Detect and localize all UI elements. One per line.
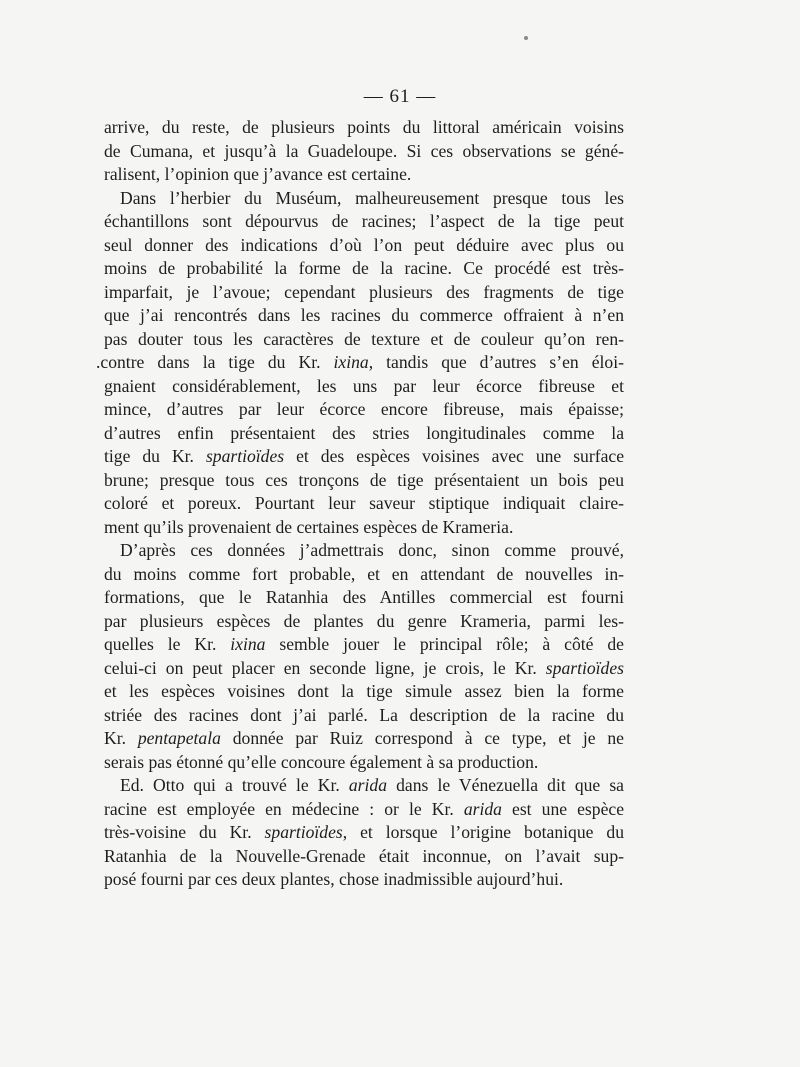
text-line: formations, que le Ratanhia des Antilles commercial est fourni xyxy=(104,587,624,607)
text-line: Dans l’herbier du Muséum, malheureusement presque tous les xyxy=(120,187,624,208)
text-line: moins de probabilité la forme de la racine. Ce procédé est très- xyxy=(104,258,624,278)
text-line: .contre dans la tige du Kr. ixina, tandis que d’autres s’en éloi- xyxy=(96,352,624,372)
text-line: de Cumana, et jusqu’à la Guadeloupe. Si ces observations se géné- xyxy=(104,140,624,161)
text-line: celui-ci on peut placer en seconde ligne, je crois, le Kr. spartioïdes xyxy=(104,657,624,678)
text-line: D’après ces données j’admettrais donc, sinon comme prouvé, xyxy=(120,540,624,560)
page-number: — 61 — xyxy=(363,86,437,107)
text-line: gnaient considérablement, les uns par leur écorce fibreuse et xyxy=(104,375,624,396)
body-text xyxy=(96,116,625,892)
species-epithet: spartioïdes xyxy=(545,657,624,678)
text-line: Ed. Otto qui a trouvé le Kr. arida dans le Vénezuella dit que sa xyxy=(120,775,624,795)
text-line: serais pas étonné qu’elle concoure également à sa production. xyxy=(104,751,539,772)
paragraph xyxy=(96,187,625,540)
species-epithet: ixina xyxy=(333,352,369,372)
text-line: d’autres enfin présentaient des stries longitudinales comme la xyxy=(104,422,624,443)
paragraph xyxy=(104,539,624,774)
text-line: arrive, du reste, de plusieurs points du littoral américain voisins xyxy=(104,117,624,137)
text-line: échantillons sont dépourvus de racines; l’aspect de la tige peut xyxy=(104,211,624,231)
paper-speck xyxy=(524,36,528,40)
text-line: seul donner des indications d’où l’on peut déduire avec plus ou xyxy=(104,234,624,255)
species-epithet: arida xyxy=(463,798,502,819)
species-epithet: ixina xyxy=(230,634,266,654)
species-epithet: spartioïdes xyxy=(205,446,285,466)
text-line: racine est employée en médecine : or le Kr. arida est une espèce xyxy=(104,798,624,819)
text-line: tige du Kr. spartioïdes et des espèces voisines avec une surface xyxy=(104,446,625,466)
text-line: ment qu’ils provenaient de certaines espèces de Krameria. xyxy=(104,516,514,537)
text-line: du moins comme fort probable, et en attendant de nouvelles in- xyxy=(104,563,624,584)
text-line: quelles le Kr. ixina semble jouer le principal rôle; à côté de xyxy=(104,634,624,654)
text-line: et les espèces voisines dont la tige simule assez bien la forme xyxy=(104,681,624,701)
paragraph xyxy=(104,116,624,187)
text-line: ralisent, l’opinion que j’avance est certaine. xyxy=(104,164,412,184)
text-line: Ratanhia de la Nouvelle-Grenade était inconnue, on l’avait sup- xyxy=(104,845,624,866)
text-line: Kr. pentapetala donnée par Ruiz correspond à ce type, et je ne xyxy=(104,728,624,748)
text-line: coloré et poreux. Pourtant leur saveur stiptique indiquait claire- xyxy=(104,493,624,513)
text-line: mince, d’autres par leur écorce encore fibreuse, mais épaisse; xyxy=(104,399,624,419)
text-line: striée des racines dont j’ai parlé. La description de la racine du xyxy=(104,704,624,725)
text-line: très-voisine du Kr. spartioïdes, et lorsque l’origine botanique du xyxy=(104,822,624,842)
text-line: brune; presque tous ces tronçons de tige présentaient un bois peu xyxy=(104,469,624,490)
species-epithet: spartioïdes xyxy=(264,822,343,842)
paragraph xyxy=(104,774,624,892)
species-epithet: pentapetala xyxy=(137,728,221,748)
text-line: par plusieurs espèces de plantes du genre Krameria, parmi les- xyxy=(104,610,624,631)
species-epithet: arida xyxy=(348,775,387,795)
text-line: imparfait, je l’avoue; cependant plusieurs des fragments de tige xyxy=(104,281,624,302)
text-line: pas douter tous les caractères de texture et de couleur qu’on ren- xyxy=(104,328,624,349)
text-line: que j’ai rencontrés dans les racines du commerce offraient à n’en xyxy=(104,305,624,325)
text-line: posé fourni par ces deux plantes, chose inadmissible aujourd’hui. xyxy=(104,869,564,889)
